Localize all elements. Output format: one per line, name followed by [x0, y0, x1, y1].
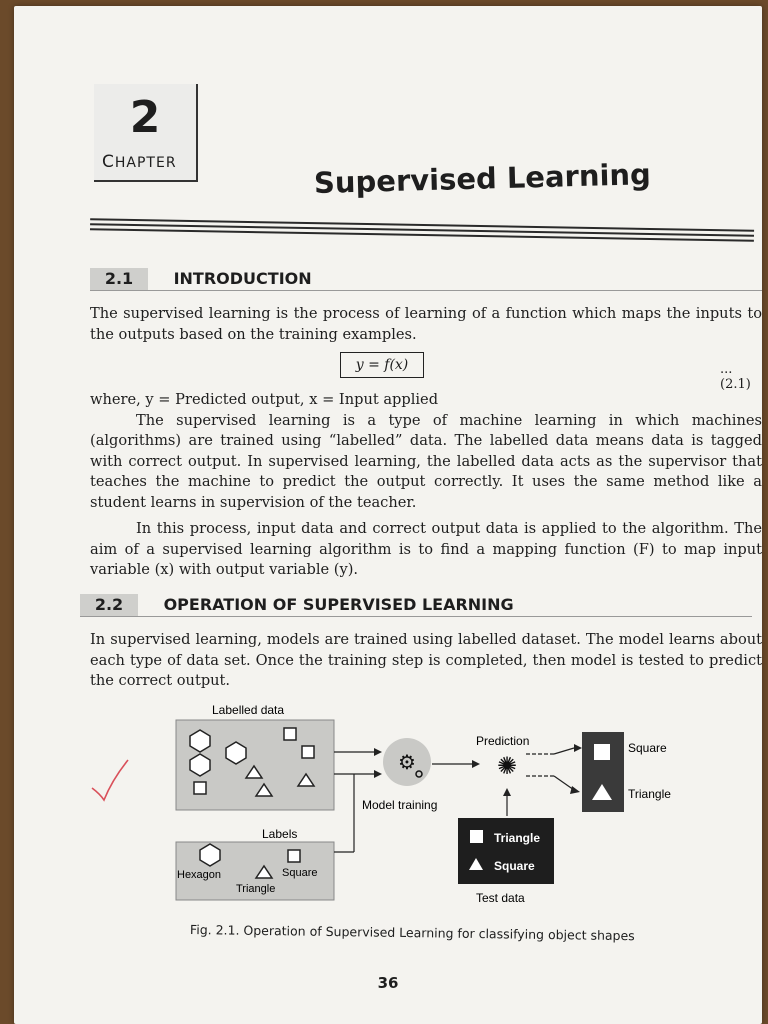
page-number: 36: [377, 974, 399, 992]
arrow-head: [574, 744, 582, 752]
output-square-icon: [594, 744, 610, 760]
intro-paragraph: [90, 304, 762, 345]
definitions-block: [90, 390, 762, 581]
intro-text: The supervised learning is the process of learning of a function which maps the inputs to the outputs based on the training examples.: [90, 305, 762, 343]
test-square-icon: [470, 830, 483, 843]
test-triangle-label: Triangle: [494, 831, 541, 845]
equation-number: ...(2.1): [720, 362, 751, 392]
chapter-title: Supervised Learning: [313, 157, 652, 200]
gear-icon: ⚙: [398, 750, 416, 774]
section-title: OPERATION OF SUPERVISED LEARNING: [163, 595, 514, 614]
section-title: INTRODUCTION: [173, 269, 312, 288]
arrow-head: [374, 748, 382, 756]
chapter-label-rest: HAPTER: [114, 155, 177, 171]
chapter-badge: [94, 84, 198, 182]
test-data-label: Test data: [476, 891, 525, 905]
definition-paragraph: The supervised learning is a type of machine learning in which machines (algorithms) are trained using “labelled” data. The labelled data means data is tagged with correct output. In supervised learning, the labelled data acts as the supervisor that teaches the machine to predict the output correctly. It uses the same method like a student learns in supervision of the teacher.: [90, 411, 762, 511]
square-icon: [194, 782, 206, 794]
output-triangle-label: Triangle: [628, 787, 671, 801]
connector-line: [554, 748, 574, 754]
chapter-number: 2: [129, 92, 161, 143]
triangle-label: Triangle: [236, 883, 276, 895]
red-tick-mark: [90, 756, 130, 806]
operation-paragraph: [90, 630, 762, 692]
section-number: 2.1: [90, 268, 148, 290]
test-data-box: [458, 818, 554, 884]
figure-caption: Fig. 2.1. Operation of Supervised Learning for classifying object shapes: [189, 922, 635, 944]
prediction-label: Prediction: [476, 734, 530, 748]
supervised-learning-figure: [14, 696, 762, 916]
arrow-head: [472, 760, 480, 768]
arrow-head: [374, 770, 382, 778]
hexagon-label: Hexagon: [177, 869, 222, 881]
operation-text: In supervised learning, models are trained using labelled dataset. The model learns about each type of data set. Once the training step is completed, then model is tested to predict the correct output.: [90, 631, 762, 689]
connector-line: [554, 776, 574, 790]
where-line: where, y = Predicted output, x = Input applied: [90, 391, 439, 408]
book-page: [14, 6, 762, 1024]
model-training-label: Model training: [362, 798, 438, 812]
labels-label: Labels: [262, 827, 298, 841]
square-icon: [302, 746, 314, 758]
title-rule: [90, 218, 754, 246]
section-heading-2-1: [90, 268, 762, 291]
output-square-label: Square: [628, 741, 667, 755]
labelled-data-label: Labelled data: [212, 703, 285, 717]
arrow-head: [503, 788, 511, 796]
section-heading-2-2: [80, 594, 752, 617]
process-paragraph: In this process, input data and correct output data is applied to the algorithm. The aim of a supervised learning algorithm is to find a mapping function (F) to map input variable (x) with output variable (y).: [90, 520, 762, 578]
test-square-label: Square: [494, 859, 535, 873]
prediction-gear-icon: ✺: [496, 752, 518, 780]
chapter-label: CHAPTER: [102, 152, 177, 172]
square-icon: [284, 728, 296, 740]
arrow-head: [570, 786, 580, 794]
equation-box: y = f(x): [340, 352, 424, 378]
section-number: 2.2: [80, 594, 138, 616]
square-icon: [288, 850, 300, 862]
square-label: Square: [282, 867, 318, 879]
